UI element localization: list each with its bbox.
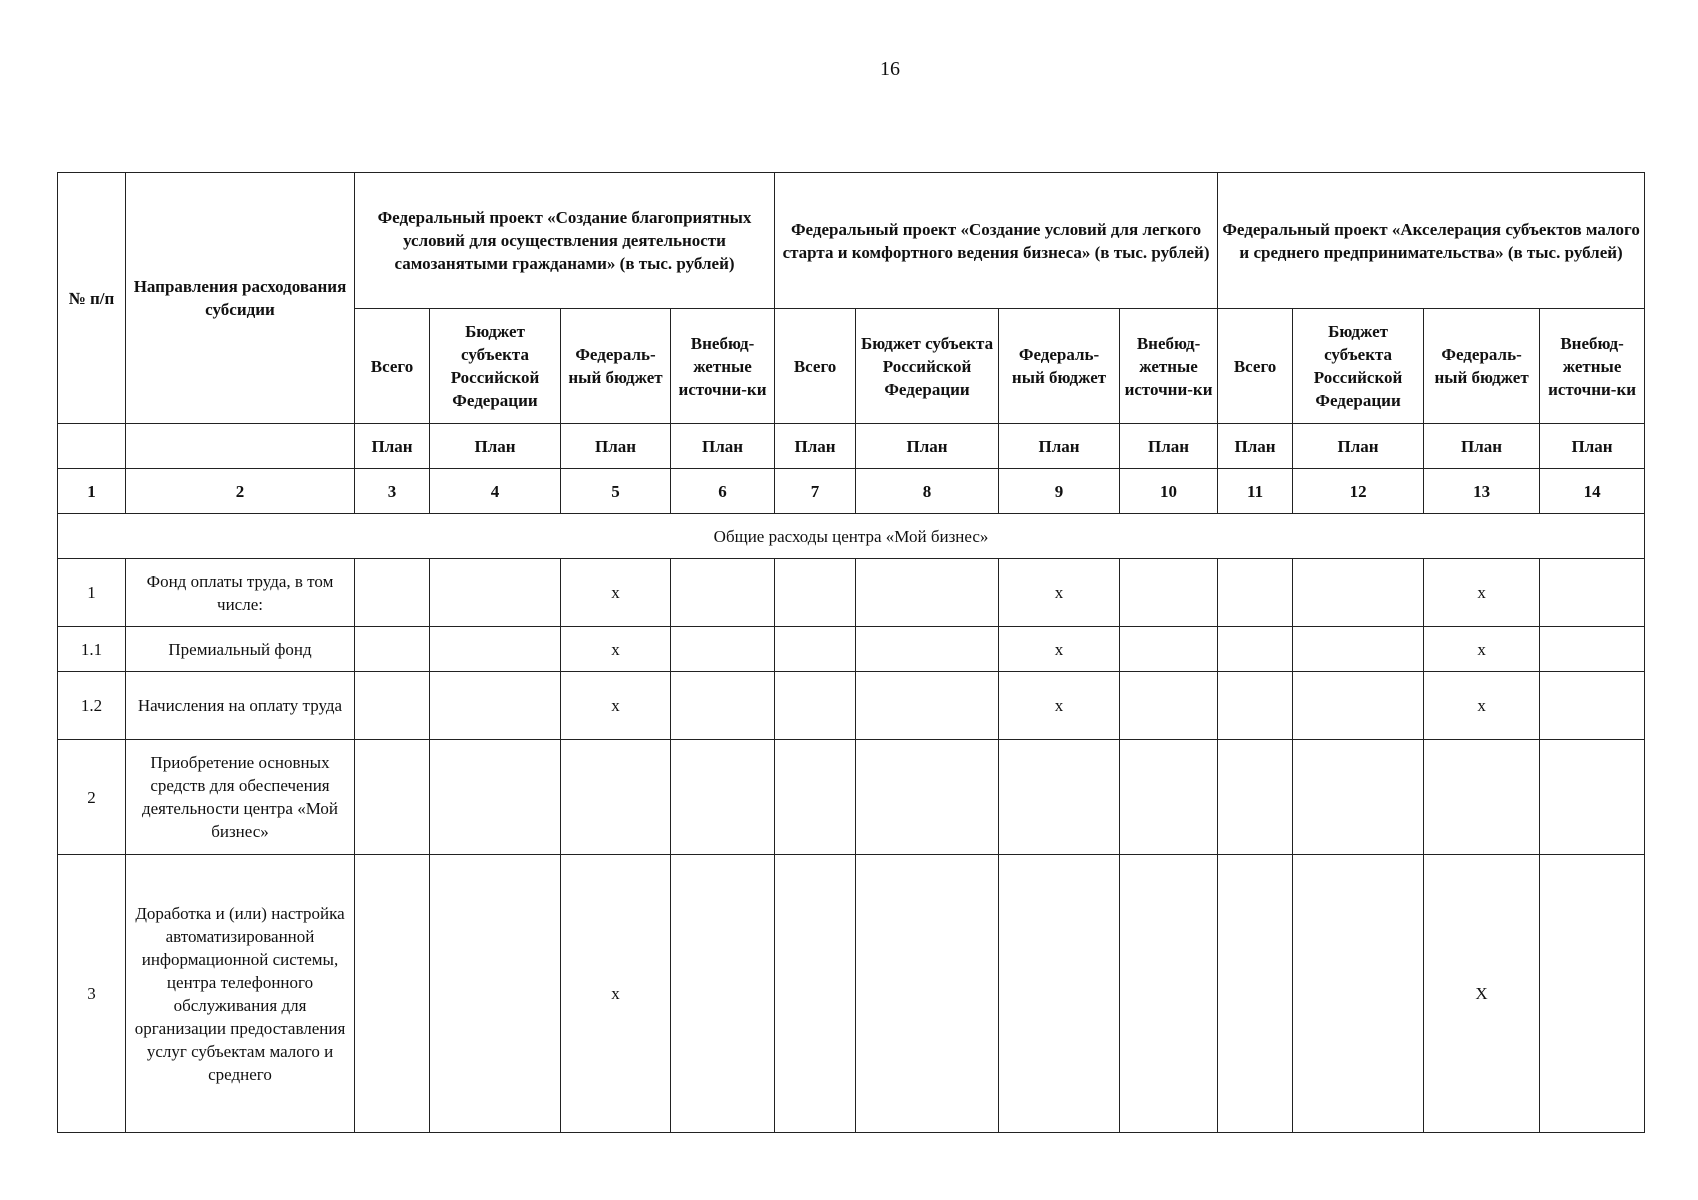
- value-cell: [856, 740, 999, 855]
- value-cell: [1218, 559, 1293, 627]
- column-number: 14: [1540, 469, 1645, 514]
- table-row: [58, 740, 1645, 855]
- value-cell: [430, 672, 561, 740]
- row-number: 3: [58, 855, 126, 1133]
- value-cell: [430, 855, 561, 1133]
- value-cell: [1120, 559, 1218, 627]
- column-number: 2: [126, 469, 355, 514]
- value-cell: X: [1424, 855, 1540, 1133]
- value-cell: [355, 672, 430, 740]
- column-number: 10: [1120, 469, 1218, 514]
- value-cell: [1293, 627, 1424, 672]
- sub-total: Всего: [1218, 309, 1293, 424]
- page-number: 16: [880, 58, 900, 80]
- value-cell: x: [999, 627, 1120, 672]
- column-number: 9: [999, 469, 1120, 514]
- sub-extrabudget: Внебюд-жетные источни-ки: [671, 309, 775, 424]
- value-cell: [671, 627, 775, 672]
- value-cell: [1540, 740, 1645, 855]
- value-cell: [1540, 672, 1645, 740]
- plan-label: План: [775, 424, 856, 469]
- value-cell: [1218, 672, 1293, 740]
- sub-federal-budget: Федераль-ный бюджет: [999, 309, 1120, 424]
- value-cell: [856, 855, 999, 1133]
- empty-cell: [126, 424, 355, 469]
- value-cell: [671, 672, 775, 740]
- col-no-header: № п/п: [58, 173, 126, 424]
- table-row: [58, 627, 1645, 672]
- value-cell: [430, 627, 561, 672]
- plan-label: План: [561, 424, 671, 469]
- row-name: Начисления на оплату труда: [126, 672, 355, 740]
- value-cell: [1293, 740, 1424, 855]
- plan-label: План: [1424, 424, 1540, 469]
- sub-federal-budget: Федераль-ный бюджет: [1424, 309, 1540, 424]
- sub-federal-budget: Федераль-ный бюджет: [561, 309, 671, 424]
- value-cell: [1293, 559, 1424, 627]
- value-cell: [1120, 740, 1218, 855]
- value-cell: x: [561, 855, 671, 1133]
- value-cell: [1218, 627, 1293, 672]
- row-number: 2: [58, 740, 126, 855]
- value-cell: [355, 855, 430, 1133]
- column-number: 8: [856, 469, 999, 514]
- plan-label: План: [1218, 424, 1293, 469]
- sub-regional-budget: Бюджет субъекта Российской Федерации: [856, 309, 999, 424]
- sub-total: Всего: [775, 309, 856, 424]
- plan-label: План: [430, 424, 561, 469]
- column-number: 5: [561, 469, 671, 514]
- col-direction-header: Направления расходования субсидии: [126, 173, 355, 424]
- value-cell: [1540, 559, 1645, 627]
- value-cell: [430, 740, 561, 855]
- plan-label: План: [671, 424, 775, 469]
- project-1-header: Федеральный проект «Создание благоприятных условий для осуществления деятельности самозанятыми гражданами» (в тыс. рублей): [355, 173, 775, 309]
- row-name: Фонд оплаты труда, в том числе:: [126, 559, 355, 627]
- table-row: [58, 855, 1645, 1133]
- project-2-header: Федеральный проект «Создание условий для легкого старта и комфортного ведения бизнеса» (в тыс. рублей): [775, 173, 1218, 309]
- value-cell: [1424, 740, 1540, 855]
- sub-total: Всего: [355, 309, 430, 424]
- value-cell: x: [1424, 672, 1540, 740]
- subsidy-table: [57, 172, 1645, 1133]
- row-number: 1.1: [58, 627, 126, 672]
- value-cell: x: [561, 672, 671, 740]
- value-cell: [1218, 855, 1293, 1133]
- value-cell: [856, 559, 999, 627]
- row-name: Приобретение основных средств для обеспечения деятельности центра «Мой бизнес»: [126, 740, 355, 855]
- value-cell: x: [999, 672, 1120, 740]
- value-cell: [355, 627, 430, 672]
- section-title: Общие расходы центра «Мой бизнес»: [58, 514, 1645, 559]
- value-cell: [999, 740, 1120, 855]
- column-number: 1: [58, 469, 126, 514]
- plan-label: План: [1293, 424, 1424, 469]
- sub-regional-budget: Бюджет субъекта Российской Федерации: [430, 309, 561, 424]
- value-cell: [775, 855, 856, 1133]
- sub-extrabudget: Внебюд-жетные источни-ки: [1540, 309, 1645, 424]
- column-number: 12: [1293, 469, 1424, 514]
- header-row-column-numbers: [58, 469, 1645, 514]
- value-cell: x: [999, 559, 1120, 627]
- value-cell: [1293, 672, 1424, 740]
- value-cell: [1540, 855, 1645, 1133]
- project-3-header: Федеральный проект «Акселерация субъектов малого и среднего предпринимательства» (в тыс. рублей): [1218, 173, 1645, 309]
- value-cell: [1540, 627, 1645, 672]
- value-cell: [856, 672, 999, 740]
- column-number: 3: [355, 469, 430, 514]
- value-cell: [1218, 740, 1293, 855]
- value-cell: x: [1424, 559, 1540, 627]
- value-cell: [430, 559, 561, 627]
- column-number: 13: [1424, 469, 1540, 514]
- value-cell: [671, 855, 775, 1133]
- sub-regional-budget: Бюджет субъекта Российской Федерации: [1293, 309, 1424, 424]
- value-cell: x: [561, 627, 671, 672]
- value-cell: [561, 740, 671, 855]
- value-cell: [1120, 855, 1218, 1133]
- empty-cell: [58, 424, 126, 469]
- value-cell: [775, 672, 856, 740]
- value-cell: [1120, 627, 1218, 672]
- value-cell: [775, 740, 856, 855]
- row-name: Доработка и (или) настройка автоматизированной информационной системы, центра телефонного обслуживания для организации предоставления услуг субъектам малого и среднего: [126, 855, 355, 1133]
- plan-label: План: [1540, 424, 1645, 469]
- value-cell: x: [1424, 627, 1540, 672]
- value-cell: x: [561, 559, 671, 627]
- table-row: [58, 559, 1645, 627]
- column-number: 6: [671, 469, 775, 514]
- plan-label: План: [999, 424, 1120, 469]
- column-number: 7: [775, 469, 856, 514]
- header-row-plan: [58, 424, 1645, 469]
- value-cell: [671, 740, 775, 855]
- plan-label: План: [856, 424, 999, 469]
- value-cell: [355, 559, 430, 627]
- sub-extrabudget: Внебюд-жетные источни-ки: [1120, 309, 1218, 424]
- row-number: 1: [58, 559, 126, 627]
- value-cell: [355, 740, 430, 855]
- value-cell: [1293, 855, 1424, 1133]
- value-cell: [1120, 672, 1218, 740]
- value-cell: [671, 559, 775, 627]
- column-number: 4: [430, 469, 561, 514]
- value-cell: [856, 627, 999, 672]
- value-cell: [775, 559, 856, 627]
- table-row: [58, 672, 1645, 740]
- plan-label: План: [355, 424, 430, 469]
- row-name: Премиальный фонд: [126, 627, 355, 672]
- row-number: 1.2: [58, 672, 126, 740]
- value-cell: [775, 627, 856, 672]
- section-row: [58, 514, 1645, 559]
- plan-label: План: [1120, 424, 1218, 469]
- header-row-projects: [58, 173, 1645, 309]
- value-cell: [999, 855, 1120, 1133]
- column-number: 11: [1218, 469, 1293, 514]
